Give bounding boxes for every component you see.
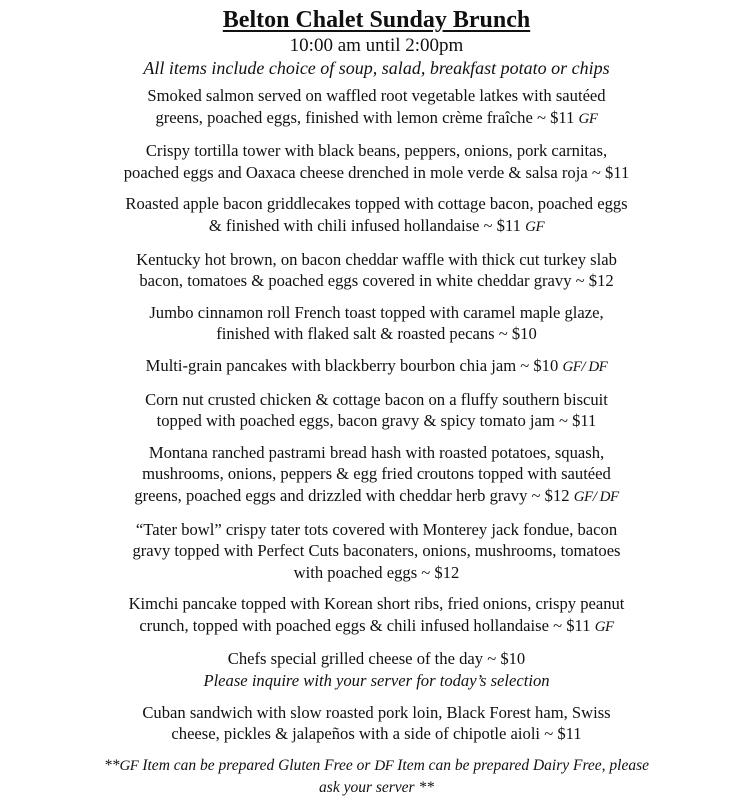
menu-item	[0, 442, 753, 509]
menu-item-line: Smoked salmon served on waffled root vegetable latkes with sautéed	[147, 86, 606, 105]
menu-item-line: Jumbo cinnamon roll French toast topped with caramel maple glaze,	[149, 302, 604, 322]
dietary-tag: GF/ DF	[573, 488, 619, 505]
menu-item	[0, 85, 753, 130]
dietary-footnote	[0, 755, 753, 798]
dietary-tag: GF	[594, 618, 614, 635]
menu-item-line: Kimchi pancake topped with Korean short ribs, fried onions, crispy peanut	[128, 594, 625, 614]
menu-item-text: & finished with chili infused hollandaise ~ $11	[208, 215, 526, 235]
menu-item-line: mushrooms, onions, peppers & egg fried croutons topped with sautéed	[142, 464, 611, 484]
footnote-text: Item can be prepared Gluten Free or	[138, 756, 375, 774]
menu-item-list	[0, 85, 753, 745]
menu-item	[0, 193, 753, 238]
menu-item-line: cheese, pickles & jalapeños with a side of chipotle aioli ~ $11	[171, 724, 582, 744]
menu-item-line: finished with flaked salt & roasted pecans ~ $10	[216, 324, 537, 344]
dairy-free-mark: DF	[374, 757, 394, 774]
gluten-free-mark: GF	[119, 757, 139, 774]
dietary-tag: GF	[525, 218, 545, 235]
menu-item-line: gravy topped with Perfect Cuts baconaters, onions, mushrooms, tomatoes	[132, 541, 621, 560]
menu-item-line: bacon, tomatoes & poached eggs covered in white cheddar gravy ~ $12	[139, 271, 614, 291]
menu-item-line	[26, 215, 727, 239]
menu-item	[0, 519, 753, 584]
menu-item-line	[26, 355, 727, 379]
menu-item-line: Chefs special grilled cheese of the day ~ $10	[227, 649, 526, 669]
menu-item-line: Kentucky hot brown, on bacon cheddar waffle with thick cut turkey slab	[136, 249, 617, 269]
menu-item-line	[26, 615, 727, 639]
menu-item	[0, 702, 753, 745]
menu-item-text: crunch, topped with poached eggs & chili infused hollandaise ~ $11	[139, 615, 595, 635]
menu-item-line: topped with poached eggs, bacon gravy & spicy tomato jam ~ $11	[156, 411, 597, 431]
menu-item-line	[26, 485, 727, 509]
footnote-text: Item can be prepared Dairy Free, please	[393, 756, 650, 774]
menu-item-line	[26, 107, 727, 131]
footnote-line-1	[30, 755, 723, 777]
menu-item-line: Montana ranched pastrami bread hash with roasted potatoes, squash,	[148, 442, 605, 462]
menu-item-text: Multi-grain pancakes with blackberry bourbon chia jam ~ $10	[145, 355, 563, 375]
dietary-tag: GF/ DF	[562, 358, 608, 375]
dietary-tag: GF	[578, 110, 598, 127]
menu-item-line: Cuban sandwich with slow roasted pork loin, Black Forest ham, Swiss	[142, 702, 611, 722]
service-hours: 10:00 am until 2:00pm	[289, 35, 464, 56]
menu-item	[0, 302, 753, 345]
menu-item-line: poached eggs and Oaxaca cheese drenched in mole verde & salsa roja ~ $11	[123, 162, 630, 182]
menu-item	[0, 140, 753, 183]
menu-item-line: with poached eggs ~ $12	[293, 562, 460, 582]
menu-item-text: greens, poached eggs and drizzled with cheddar herb gravy ~ $12	[134, 485, 574, 505]
menu-item	[0, 355, 753, 379]
menu-item-line: Crispy tortilla tower with black beans, peppers, onions, pork carnitas,	[145, 141, 608, 161]
menu-item-line: Roasted apple bacon griddlecakes topped with cottage bacon, poached eggs	[125, 194, 628, 214]
menu-item-line: Corn nut crusted chicken & cottage bacon on a fluffy southern biscuit	[145, 389, 608, 409]
menu-item	[0, 593, 753, 638]
menu-title: Belton Chalet Sunday Brunch	[222, 7, 531, 33]
menu-item	[0, 648, 753, 691]
footnote-asterisks: **	[103, 756, 120, 774]
sides-note: All items include choice of soup, salad, breakfast potato or chips	[143, 58, 610, 78]
menu-item-subnote: Please inquire with your server for today’s selection	[203, 670, 550, 690]
footnote-line-2: ask your server **	[319, 778, 434, 796]
menu-item-line: “Tater bowl” crispy tater tots covered with Monterey jack fondue, bacon	[135, 519, 618, 539]
menu-item	[0, 249, 753, 292]
menu-item-text: greens, poached eggs, finished with lemon crème fraîche ~ $11	[155, 107, 579, 127]
menu-item	[0, 389, 753, 432]
